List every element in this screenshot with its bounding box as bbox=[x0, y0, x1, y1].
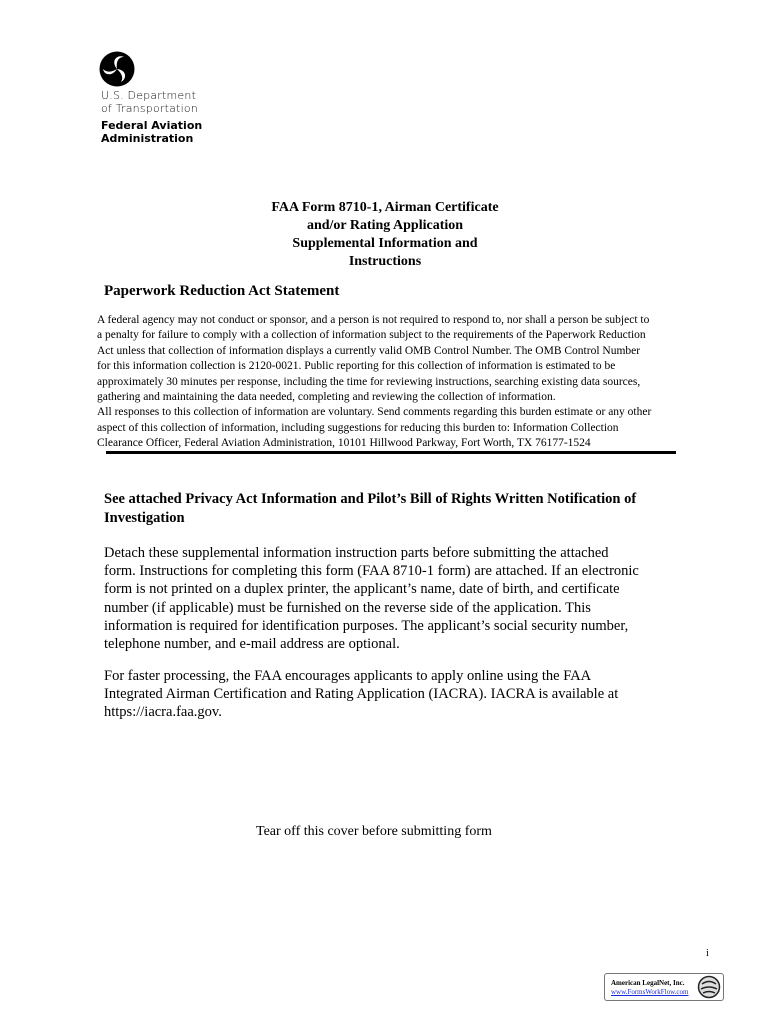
tear-off-note: Tear off this cover before submitting form bbox=[256, 824, 492, 839]
title-line: and/or Rating Application bbox=[306, 218, 464, 233]
title-line: Supplemental Information and bbox=[292, 236, 478, 251]
paperwork-line: approximately 30 minutes per response, including the time for reviewing instructions, searching existing data sources, bbox=[97, 375, 641, 388]
faster-line: https://iacra.faa.gov. bbox=[104, 704, 222, 721]
paperwork-line: A federal agency may not conduct or sponsor, and a person is not required to respond to, nor shall a person be subject to bbox=[97, 314, 650, 326]
paperwork-heading: Paperwork Reduction Act Statement bbox=[104, 283, 340, 299]
detach-line: number (if applicable) must be furnished on the reverse side of the application. This bbox=[104, 599, 591, 616]
paperwork-line: Act unless that collection of information displays a currently valid OMB Control Number. The OMB Control Number bbox=[97, 344, 641, 357]
title-line: FAA Form 8710-1, Airman Certificate bbox=[271, 200, 499, 215]
privacy-heading-line: See attached Privacy Act Information and Pilot’s Bill of Rights Written Notification of bbox=[104, 491, 637, 507]
document-title bbox=[200, 199, 570, 271]
globe-icon bbox=[697, 975, 721, 999]
paperwork-line: gathering and maintaining the data needed, completing and reviewing the collection of information. bbox=[97, 391, 556, 404]
paperwork-line: Clearance Officer, Federal Aviation Administration, 10101 Hillwood Parkway, Fort Worth, TX 76177-1524 bbox=[97, 437, 591, 450]
dept-line-2: of Transportation bbox=[101, 102, 198, 115]
paperwork-statement bbox=[97, 313, 717, 452]
detach-line: Detach these supplemental information instruction parts before submitting the attached bbox=[104, 545, 609, 561]
dept-line-1: U.S. Department bbox=[101, 89, 197, 102]
paperwork-line: aspect of this collection of information, including suggestions for reducing this burden to: Information Collection bbox=[97, 421, 619, 434]
privacy-heading bbox=[104, 490, 704, 528]
dot-logo-icon bbox=[98, 50, 136, 88]
footer-badge bbox=[604, 973, 724, 1001]
detach-line: form is not printed on a duplex printer, the applicant’s name, date of birth, and certificate bbox=[104, 581, 620, 598]
page-number: i bbox=[706, 948, 709, 959]
detach-line: form. Instructions for completing this form (FAA 8710-1 form) are attached. If an electronic bbox=[104, 563, 639, 580]
detach-line: telephone number, and e-mail address are optional. bbox=[104, 636, 400, 653]
agency-line-1: Federal Aviation bbox=[101, 119, 203, 132]
faster-line: Integrated Airman Certification and Rating Application (IACRA). IACRA is available at bbox=[104, 686, 619, 703]
title-line: Instructions bbox=[348, 254, 422, 269]
agency-line-2: Administration bbox=[101, 132, 194, 145]
paperwork-line: All responses to this collection of information are voluntary. Send comments regarding this burden estimate or any other bbox=[97, 406, 652, 419]
detach-instructions bbox=[104, 544, 714, 653]
footer-url-link[interactable]: www.FormsWorkFlow.com bbox=[611, 988, 689, 996]
online-application-note bbox=[104, 667, 714, 722]
paperwork-line: for this information collection is 2120-0021. Public reporting for this collection of information is estimated to be bbox=[97, 360, 616, 373]
footer-company: American LegalNet, Inc. bbox=[611, 979, 685, 987]
divider bbox=[106, 451, 676, 454]
faster-line: For faster processing, the FAA encourages applicants to apply online using the FAA bbox=[104, 668, 592, 684]
paperwork-line: a penalty for failure to comply with a collection of information subject to the requirements of the Paperwork Reduction bbox=[97, 329, 646, 342]
privacy-heading-line: Investigation bbox=[104, 510, 185, 526]
agency-name bbox=[101, 89, 202, 145]
detach-line: information is required for identification purposes. The applicant’s social security number, bbox=[104, 617, 629, 634]
